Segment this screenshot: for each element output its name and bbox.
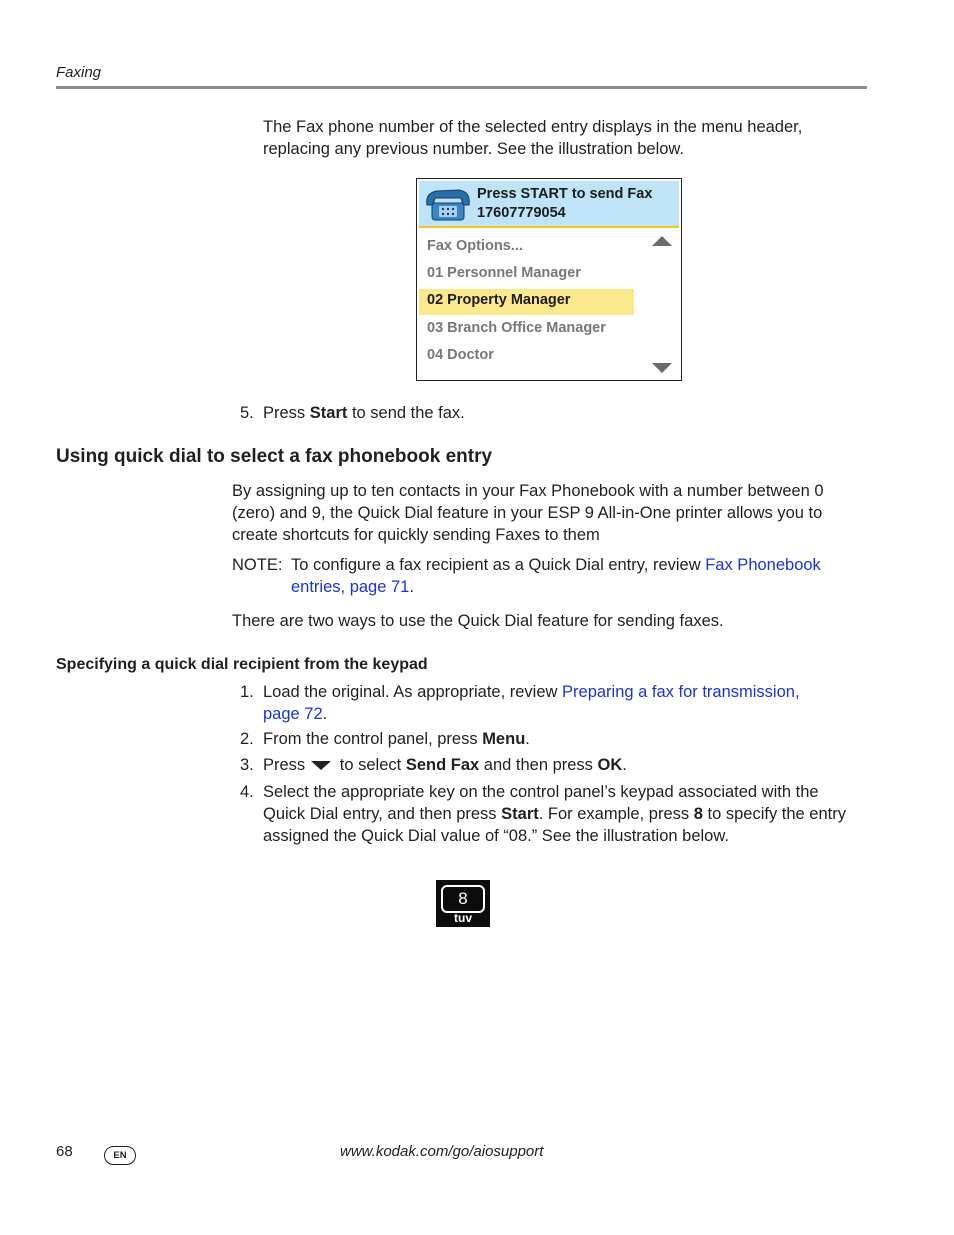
step-number: 3. <box>240 756 254 774</box>
step-bold: OK <box>597 756 623 774</box>
step-text: assigned the Quick Dial value of “08.” See the illustration below. <box>263 827 729 845</box>
language-badge: EN <box>104 1146 136 1165</box>
step-text: . <box>525 730 530 748</box>
running-head: Faxing <box>56 64 102 81</box>
key-letters: tuv <box>454 911 472 925</box>
intro-line: The Fax phone number of the selected entry displays in the menu header, <box>263 118 803 136</box>
lcd-menu-item: 03 Branch Office Manager <box>427 320 606 336</box>
step-text: Press <box>263 404 310 422</box>
note-label: NOTE: <box>232 556 283 574</box>
step-text: . <box>622 756 627 774</box>
step-2 <box>263 728 530 750</box>
step-5 <box>263 402 465 424</box>
para-line: By assigning up to ten contacts in your Fax Phonebook with a number between 0 <box>232 482 824 500</box>
two-ways-paragraph: There are two ways to use the Quick Dial feature for sending faxes. <box>232 612 724 630</box>
preparing-fax-link[interactable]: page 72 <box>263 705 323 723</box>
section-paragraph <box>232 480 824 546</box>
lcd-menu-item: 04 Doctor <box>427 347 494 363</box>
scroll-up-icon <box>652 236 672 246</box>
lcd-fax-number: 17607779054 <box>477 205 566 221</box>
step-3 <box>263 754 627 776</box>
step-number: 4. <box>240 783 254 801</box>
header-rule <box>56 86 867 89</box>
step-text: Press <box>263 756 306 774</box>
scroll-down-icon <box>652 363 672 373</box>
step-bold: Start <box>309 404 348 422</box>
key-digit: 8 <box>441 885 485 913</box>
step-number: 2. <box>240 730 254 748</box>
step-bold: 8 <box>693 805 703 823</box>
lcd-screen-illustration <box>416 178 682 381</box>
intro-paragraph <box>263 116 802 160</box>
note-body <box>291 554 821 598</box>
preparing-fax-link[interactable]: Preparing a fax for transmission, <box>562 683 800 701</box>
keypad-key-illustration <box>436 880 490 927</box>
page-number: 68 <box>56 1143 73 1160</box>
fax-phonebook-link[interactable]: entries, page 71 <box>291 578 410 596</box>
step-text: to specify the entry <box>702 805 846 823</box>
step-text: Quick Dial entry, and then press <box>263 805 502 823</box>
step-number: 5. <box>240 404 254 422</box>
step-bold: Start <box>501 805 539 823</box>
support-url: www.kodak.com/go/aiosupport <box>340 1143 544 1160</box>
note-text: . <box>409 578 414 596</box>
fax-phone-icon <box>423 185 473 223</box>
step-bold: Menu <box>482 730 526 748</box>
step-bold: Send Fax <box>405 756 480 774</box>
step-4 <box>263 781 846 847</box>
sub-heading: Specifying a quick dial recipient from the keypad <box>56 656 428 673</box>
lcd-menu-item: 01 Personnel Manager <box>427 265 581 281</box>
lcd-header <box>419 181 679 228</box>
step-text: to select <box>339 756 406 774</box>
para-line: create shortcuts for quickly sending Faxes to them <box>232 526 600 544</box>
step-1 <box>263 681 800 725</box>
step-text: Select the appropriate key on the control panel’s keypad associated with the <box>263 783 819 801</box>
lcd-title-line: Press START to send Fax <box>477 186 653 202</box>
section-heading: Using quick dial to select a fax phonebook entry <box>56 446 493 467</box>
lcd-menu-item-selected: 02 Property Manager <box>427 292 571 308</box>
step-text: . <box>322 705 328 723</box>
step-text: Load the original. As appropriate, review <box>263 683 563 701</box>
step-text: From the control panel, press <box>263 730 483 748</box>
intro-line: replacing any previous number. See the illustration below. <box>263 140 684 158</box>
step-number: 1. <box>240 683 254 701</box>
step-text: to send the fax. <box>347 404 465 422</box>
para-line: (zero) and 9, the Quick Dial feature in your ESP 9 All-in-One printer allows you to <box>232 504 823 522</box>
down-arrow-icon <box>311 761 331 770</box>
step-text: . For example, press <box>538 805 694 823</box>
step-text: and then press <box>479 756 598 774</box>
note-text: To configure a fax recipient as a Quick Dial entry, review <box>291 556 706 574</box>
lcd-title <box>477 185 652 223</box>
lcd-menu-item: Fax Options... <box>427 238 523 254</box>
fax-phonebook-link[interactable]: Fax Phonebook <box>705 556 821 574</box>
